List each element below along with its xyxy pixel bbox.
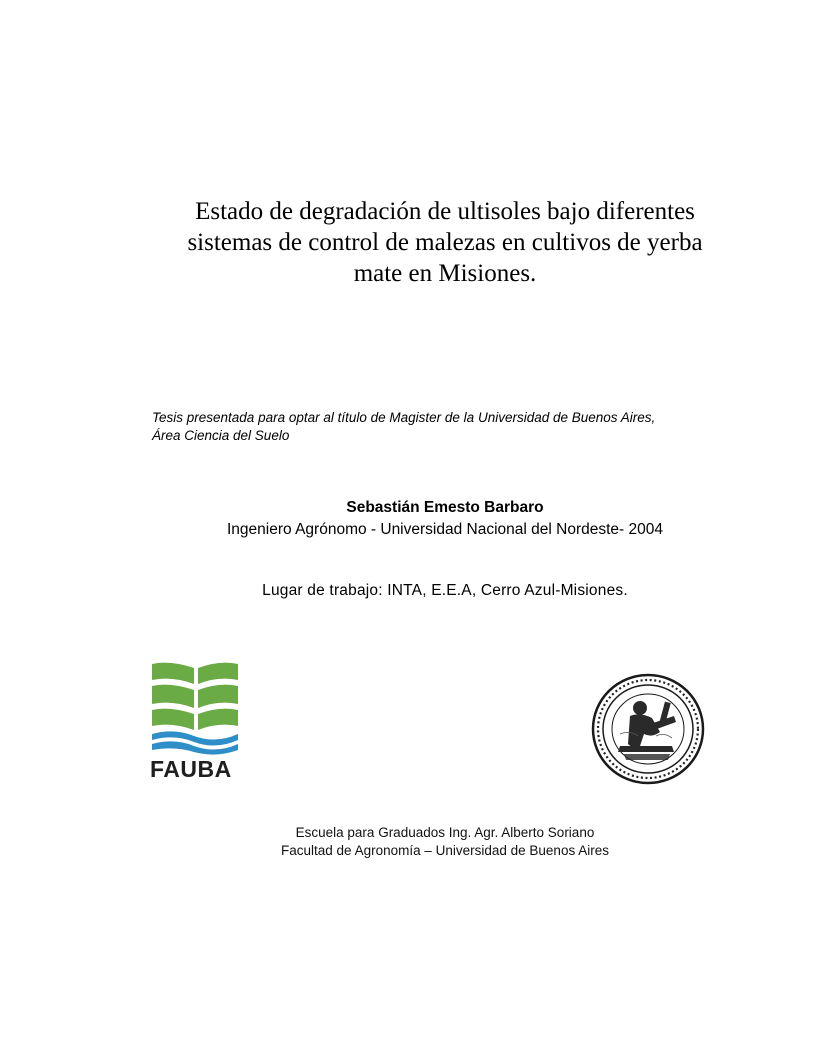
author-name: Sebastián Emesto Barbaro <box>346 499 544 516</box>
footer-line-1: Escuela para Graduados Ing. Agr. Alberto Soriano <box>295 825 595 840</box>
workplace: Lugar de trabajo: INTA, E.E.A, Cerro Azul-Misiones. <box>262 582 628 599</box>
uba-seal-icon <box>590 672 706 786</box>
document-title <box>130 196 760 289</box>
thesis-line-2: Área Ciencia del Suelo <box>152 428 290 443</box>
author-degree: Ingeniero Agrónomo - Universidad Nacional del Nordeste- 2004 <box>227 521 663 538</box>
title-line-1: Estado de degradación de ultisoles bajo diferentes <box>195 198 695 225</box>
footer <box>130 824 760 860</box>
title-line-2: sistemas de control de malezas en cultivos de yerba <box>187 229 703 256</box>
fauba-logo-text: FAUBA <box>150 756 232 782</box>
footer-line-2: Facultad de Agronomía – Universidad de Buenos Aires <box>281 843 609 858</box>
thesis-statement <box>152 409 752 445</box>
title-line-3: mate en Misiones. <box>353 260 537 287</box>
thesis-line-1: Tesis presentada para optar al título de Magister de la Universidad de Buenos Aires, <box>152 410 656 425</box>
